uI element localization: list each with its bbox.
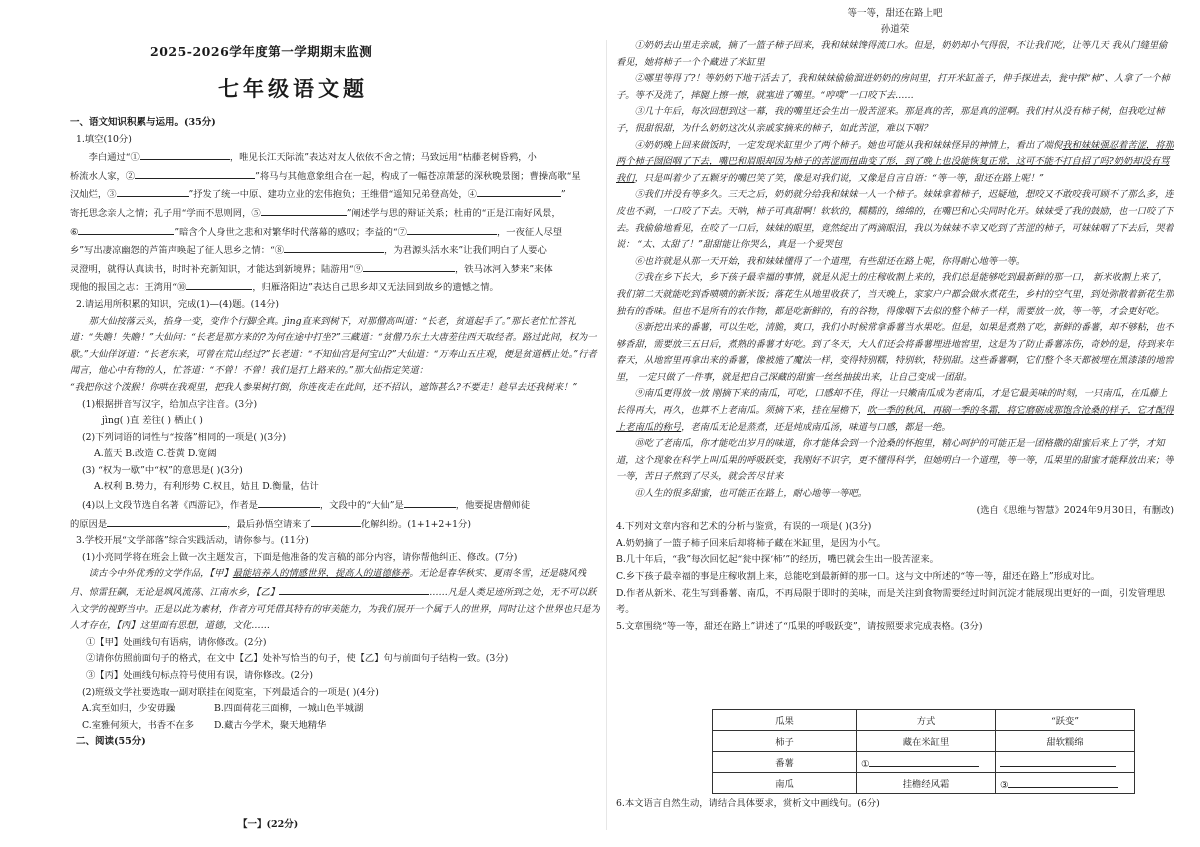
para-4: ④奶奶晚上回来做饭时，一定发现米缸里少了两个柿子。她也可能从我和妹妹怪异的神情上，看出了端倪我和妹妹强忍着苦涩，将那两个柿子囫囵咽了下去，嘴巴和眉眼却因为柿子的苦涩而扭曲变了形，到了晚上也没能恢复正常，这可不能不打自招了吗?奶奶却没有骂我们，只是叫着少了五颗牙的嘴巴笑了笑，像是对我们说，又像是自言自语：“等一等，甜还在路上呢！” bbox=[616, 139, 1174, 184]
para-4-underlined: 我和妹妹强忍着苦涩，将那两个柿子囫囵咽了下去，嘴巴和眉眼却因为柿子的苦涩而扭曲变了形，到了晚上也没能恢复正常，这可不能不打自招了吗?奶奶却没有骂我们 bbox=[616, 139, 1174, 184]
q3-task-a: ①【甲】处画线句有语病，请你修改。(2分) bbox=[86, 636, 267, 648]
blank-helper[interactable] bbox=[311, 515, 361, 527]
q3-sub-1: (1)小亮同学将在班会上做一次主题发言，下面是他准备的发言稿的部分内容，请你帮他纠正、修改。(7分) bbox=[82, 551, 518, 563]
right-column bbox=[616, 0, 1174, 847]
question-1: 1.填空(10分) bbox=[76, 133, 132, 145]
q1-line-6: 乡”写出凄凉幽怨的芦笛声唤起了征人思乡之情：“⑧ ，为君源头活水来”让我们明白了人要心 bbox=[70, 241, 600, 260]
para-6: ⑥也许就是从那一天开始，我和妹妹懂得了一个道理，有些甜还在路上呢，你得耐心地等一等。 bbox=[634, 255, 1026, 267]
q2-sub-4-cont: 的原因是 ，最后孙悟空请来了 化解纠纷。(1+1+2+1分) bbox=[70, 515, 600, 534]
fruit-table bbox=[712, 709, 1135, 794]
question-5: 5.文章围绕“等一等，甜还在路上”讲述了“瓜果的呼吸跃变”，请按照要求完成表格。(3分) bbox=[616, 620, 983, 632]
section-2-heading: 二、阅读(55分) bbox=[76, 736, 146, 748]
para-9-underlined: 吹一季的秋风，再刷一季的冬霜，将它磨砺成那饱含沧桑的样子，它才配得上老南瓜的称号 bbox=[616, 405, 1174, 433]
q4-option-d: D.作者从新米、花生写到番薯、南瓜，不再局限于即时的美味，而是关注到食物需要经过时间沉淀才能展现出更好的一面，引发管理思考。 bbox=[616, 587, 1166, 616]
blank-4[interactable] bbox=[477, 185, 561, 197]
blank-5[interactable] bbox=[261, 204, 347, 216]
para-2: ②哪里等得了?！等奶奶下地干活去了，我和妹妹偷偷溜进奶奶的房间里，打开米缸盖子，伸手探进去，瓮中探“柿”、人拿了一个柿子。等不及洗了，摔腿上擦一擦，就塞进了嘴里。“哼噗”一口咬下去…… bbox=[616, 73, 1170, 101]
table-row bbox=[713, 773, 1135, 794]
para-3: ③几十年后，每次回想到这一幕，我的嘴里还会生出一股苦涩来。那是真的苦，那是真的涩啊。我们村从没有柿子树，但我吃过柿子，很甜很甜，为什么奶奶这次从亲戚家摘来的柿子，如此苦涩，难以下咽？ bbox=[616, 106, 1165, 134]
q1-line-4: 寄托思念亲人之情；孔子用“学而不思则罔，⑤ ”阐述学与思的辩证关系；杜甫的“正是江南好风景， bbox=[70, 204, 600, 223]
article-title: 等一等，甜还在路上吧 bbox=[847, 8, 943, 19]
article-author: 孙道荣 bbox=[880, 24, 910, 35]
table-header: “跃变” bbox=[996, 710, 1135, 731]
q1-line-8: 现他的报国之志：王湾用“⑩ ，归雁洛阳边”表达自己思乡却又无法回到故乡的遗憾之情。 bbox=[70, 278, 600, 297]
q4-option-b: B.几十年后，“我”每次回忆起“瓮中探‘柿’”的经历，嘴巴就会生出一股苦涩来。 bbox=[616, 554, 939, 566]
question-6: 6.本文语言自然生动，请结合具体要求，赏析文中画线句。(6分) bbox=[616, 798, 880, 809]
q2-sub-3: (3) “权为一歇”中“权”的意思是( )(3分) bbox=[82, 464, 243, 476]
part-one-label: 【一】(22分) bbox=[238, 819, 299, 830]
blank-2[interactable] bbox=[135, 167, 255, 179]
subject-title: 七年级语文题 bbox=[218, 76, 368, 101]
table-cell: 挂檐经风霜 bbox=[857, 773, 996, 794]
question-2: 2.请运用所积累的知识，完成(1)—(4)题。(14分) bbox=[76, 298, 280, 310]
exam-title: 2025-2026学年度第一学期期末监测 bbox=[150, 44, 373, 59]
question-3: 3.学校开展“文学部落”综合实践活动，请你参与。(11分) bbox=[76, 535, 309, 547]
blank-9[interactable] bbox=[363, 260, 455, 272]
q3-sub-2-options-cd: C.室雅何须大，书香不在多 D.藏古今学术，聚天地精华 bbox=[82, 719, 327, 731]
table-header: 方式 bbox=[857, 710, 996, 731]
q2-sub-1-items[interactable]: jìng( )直 差往( ) 栖止( ) bbox=[102, 415, 203, 427]
q2-sub-2-options: A.蓝天 B.改造 C.苍黄 D.宽阔 bbox=[94, 448, 217, 460]
q3-sub-2-options-ab: A.宾至如归，少安毋躁 B.四面荷花三面柳，一城山色半城湖 bbox=[82, 703, 364, 715]
q3-passage: 读古今中外优秀的文学作品，【甲】最能培养人的情感世界，提高人的道德修养。无论是春华秋实、夏雨冬雪，还是晓风残月、惊雷狂飙，无论是飒风流荡、江南水乡，【乙】 ……凡是人类足迹所到之处，无不可以跃入文学的视野当中。正是以此为素材，作者方可凭借其特有的审美能力，为我们展开一个属于人的世界，同时让这个世界也只是为人才存在，【丙】这里面有思想，道德，文化…… bbox=[70, 568, 600, 632]
q4-option-c: C.乡下孩子最幸福的事是庄稼收割上来，总能吃到最新鲜的那一口。这与文中所述的“等一等，甜还在路上”形成对比。 bbox=[616, 571, 1101, 582]
q1-line-3: 汉灿烂，③ ”抒发了统一中原、建功立业的宏伟抱负；王维借“遥知兄弟登高处，④ ” bbox=[70, 185, 600, 204]
table-cell: 南瓜 bbox=[713, 773, 857, 794]
table-header-row bbox=[713, 710, 1135, 731]
left-column bbox=[52, 0, 600, 847]
q2-sub-3-options: A.权利 B.势力，有利形势 C.权且，姑且 D.衡量，估计 bbox=[94, 481, 319, 493]
para-8: ⑧新挖出来的番薯，可以生吃，清脆，爽口，我们小时候常拿番薯当水果吃。但是，如果是煮熟了吃，新鲜的番薯，却不够粘，也不够香甜，需要放三五日后，煮熟的番薯才好吃。到了冬天，大人们还会将番薯埋进地窖里，这是为了防止番薯冻伤，奇妙的是，待到来年春天，从地窖里再拿出来的番薯，像被施了魔法一样，变得特别糯，特别软，特别甜。这些番薯啊，它们整个冬天都被埋在黑漆漆的地窖里， 一定只做了一件事，就是把自己深藏的甜蜜一丝丝抽拔出来，让自己变成一团甜。 bbox=[616, 322, 1174, 383]
blank-author[interactable] bbox=[258, 496, 320, 508]
q1-line-2: 桥流水人家，② ”将马与其他意象组合在一起，构成了一幅苍凉萧瑟的深秋晚景图；曹操高歌“星 bbox=[70, 167, 600, 186]
q3-task-c: ③【丙】处画线句标点符号使用有误，请你修改。(2分) bbox=[86, 670, 313, 681]
table-cell-blank[interactable]: ① bbox=[857, 752, 996, 773]
blank-6[interactable] bbox=[78, 223, 174, 235]
para-7: ⑦我在乡下长大，乡下孩子最幸福的事情，就是从泥土的庄稼收割上来的，我们总是能够吃到最新鲜的那一口， 新米收割上来了，我们第二天就能吃到香喷喷的新米饭；落花生从地里收获了，当天晚上，家家户户都会做水煮花生，乡村的空气里，到处弥散着新花生那独有的香味。但也不是所有的农作物，都是吃新鲜的，有的谷物，得像咽下去似的整个柿子一样，需要放一放，等一等，才会更好吃。 bbox=[616, 272, 1174, 317]
q2-passage-2: “我把你这个泼猴！你哄在我观里，把我人参果树打倒，你连夜走在此间，还不招认，遮饰甚么?不要走！趁早去还我树来！” bbox=[70, 381, 578, 393]
para-9: ⑨南瓜更得放一放 刚摘下来的南瓜，可吃，口感却不佳，得让一只嫩南瓜成为老南瓜，才是它最美味的时刻，一只南瓜，在瓜藤上长得再大，再久，也算不上老南瓜。须摘下来，挂在屋檐下，吹一季的秋风，再刷一季的冬霜，将它磨砺成那饱含沧桑的样子，它才配得上老南瓜的称号，老南瓜无论是蒸煮，还是炖成南瓜汤，味道与口感，都是一绝。 bbox=[616, 388, 1174, 433]
para-1: ①奶奶去山里走亲戚，摘了一篮子柿子回来，我和妹妹馋得流口水。但是，奶奶却小气得很，不让我们吃，让等几天 我从门缝里偷看见，她将柿子一个个藏进了米缸里 bbox=[616, 40, 1168, 68]
para-11: ⑪人生的很多甜蜜，也可能正在路上，耐心地等一等吧。 bbox=[634, 488, 868, 500]
q1-line-5: ⑥ ”暗含个人身世之悲和对繁华时代落幕的感叹；李益的“⑦ ，一夜征人尽望 bbox=[70, 223, 600, 242]
blank-1[interactable] bbox=[140, 148, 230, 160]
table-cell: 甜软糯绵 bbox=[996, 731, 1135, 752]
q4-option-a: A.奶奶摘了一篮子柿子回来后却将柿子藏在米缸里，是因为小气。 bbox=[616, 537, 886, 549]
para-5: ⑤我们并没有等多久。三天之后，奶奶就分给我和妹妹一人一个柿子。妹妹拿着柿子，迟疑地，想咬又不敢咬我可顾不了那么多，连皮也不剥，一口咬了下去。天呐，柿子可真甜啊！软软的，糯糯的，绵绵的，在嘴巴和心尖同时化开。妹妹受了我的鼓励，也一口咬了下去。我偷偷地看见，在咬了一口后，妹妹的眼里，竟然绽出了两滴眼泪，我以为妹妹不幸又吃到了苦涩的柿子，可妹妹咽了下去后，哭着说： “太、太甜了！”甜甜能让你哭么，真是一个爱哭包 bbox=[616, 189, 1174, 251]
q2-passage-1: 那大仙按落云头，掐身一变，变作个行脚全真。jìng直来到树下，对那僧高叫道：“长老，贫道起手了。”那长老忙忙答礼道：“失瞻！失瞻！”大仙问：“长老是那方来的?为何在途中打坐?”三藏道：“贫僧乃东土大唐差往西天取经者。路过此间，权为一歇。”大仙佯讶道：“长老东来，可曾在荒山经过?”长老道：“不知仙宫是何宝山?”大仙道：“万寿山五庄观，便是贫道栖止处。”行者闻言，他心中有物的人，忙答道：“不曾！不曾！我们是打上路来的。”那大仙指定笑道： bbox=[70, 315, 597, 377]
table-row bbox=[713, 731, 1135, 752]
source-note: (选自《思维与智慧》2024年9月30日，有删改) bbox=[976, 504, 1174, 516]
blank-10[interactable] bbox=[186, 278, 252, 290]
blank-3[interactable] bbox=[117, 185, 189, 197]
q3-sub-2: (2)班级文学社要选取一副对联挂在阅览室，下列最适合的一项是( )(4分) bbox=[82, 686, 379, 698]
table-cell: 藏在米缸里 bbox=[857, 731, 996, 752]
q2-sub-4: (4)以上文段节选自名著《西游记》，作者是 ，文段中的“大仙”是 ，他要捉唐僧师徒 bbox=[82, 496, 600, 515]
question-4: 4.下列对文章内容和艺术的分析与鉴赏，有误的一项是( )(3分) bbox=[616, 521, 872, 533]
column-divider bbox=[606, 40, 607, 830]
q3-task-b: ②请你仿照前面句子的格式，在文中【乙】处补写恰当的句子，使【乙】句与前面句子结构一致。(3分) bbox=[86, 653, 509, 665]
table-cell-blank[interactable]: ③ bbox=[996, 773, 1135, 794]
q2-sub-1: (1)根据拼音写汉字，给加点字注音。(3分) bbox=[82, 398, 258, 410]
blank-8[interactable] bbox=[284, 241, 384, 253]
q1-line-1: 李白通过“① ，唯见长江天际流”表达对友人依依不舍之情；马致远用“枯藤老树昏鸦，小 bbox=[70, 148, 600, 167]
q2-sub-2: (2)下列词语的词性与“按落”相同的一项是( )(3分) bbox=[82, 431, 287, 443]
blank-7[interactable] bbox=[407, 223, 497, 235]
para-10: ⑩吃了老南瓜，你才能吃出岁月的味道，你才能体会到一个沧桑的怀抱里，精心呵护的可能正是一团格撒的甜蜜后来上了学，才知道，这个现象在科学上叫瓜果的呼吸跃变，我刚好不识字，更不懂得科学，但她明白一个道理，等一等，瓜果里的甜蜜才能释放出来；等一等，苦日子熬到了尽头，就会苦尽甘来 bbox=[616, 438, 1174, 483]
table-cell-blank[interactable] bbox=[996, 752, 1135, 773]
table-header: 瓜果 bbox=[713, 710, 857, 731]
q1-line-7: 灵澄明，就得认真读书，时时补充新知识，才能达到新境界；陆游用“⑨ ，铁马冰河入梦来”来体 bbox=[70, 260, 600, 279]
table-row bbox=[713, 752, 1135, 773]
table-cell: 柿子 bbox=[713, 731, 857, 752]
table-cell: 番薯 bbox=[713, 752, 857, 773]
section-1-heading: 一、语文知识积累与运用。(35分) bbox=[70, 117, 216, 128]
q3-underlined-jia: 最能培养人的情感世界，提高人的道德修养 bbox=[232, 568, 410, 580]
blank-reason[interactable] bbox=[107, 515, 227, 527]
blank-daxian[interactable] bbox=[404, 496, 456, 508]
blank-yi[interactable] bbox=[279, 583, 429, 595]
